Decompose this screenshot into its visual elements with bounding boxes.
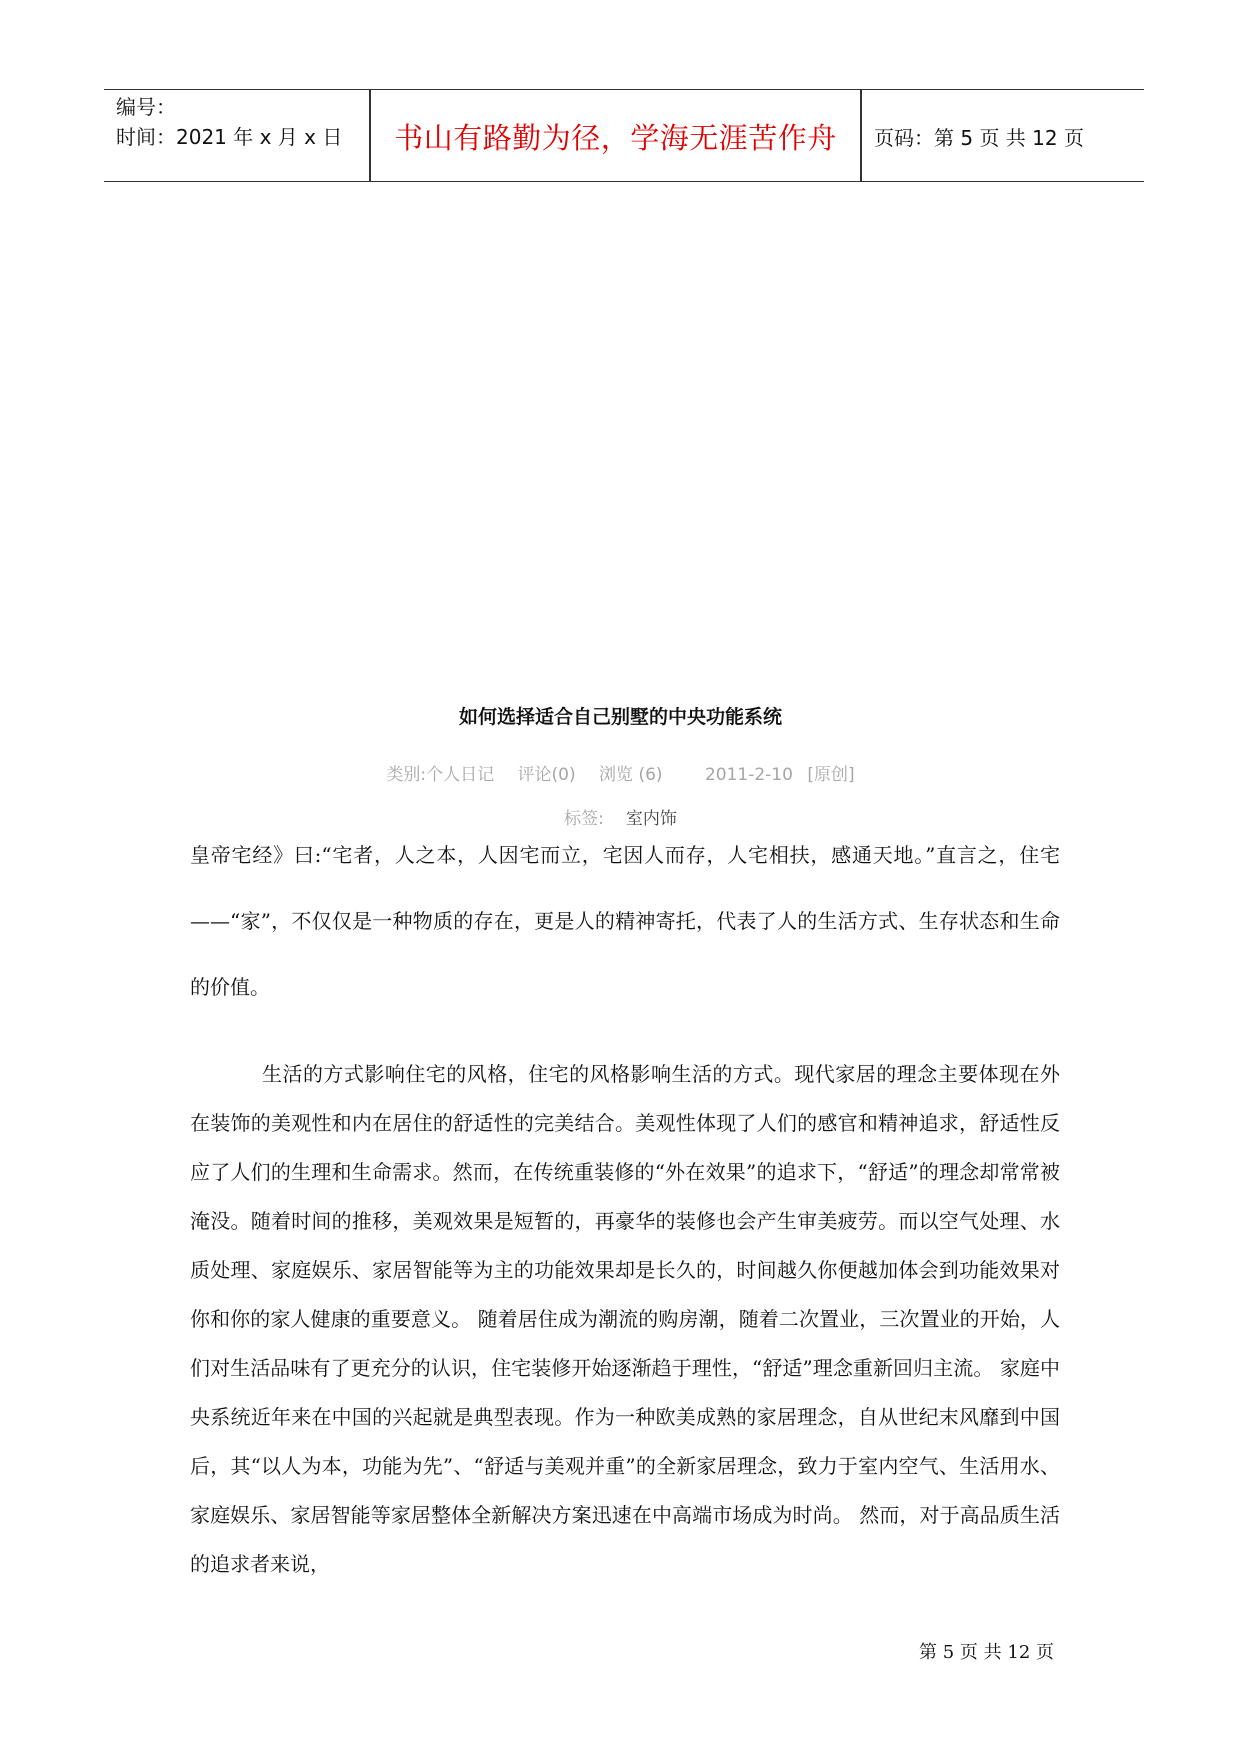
header-meta	[116, 92, 368, 178]
article-paragraph-1: 皇帝宅经》曰:“宅者，人之本，人因宅而立，宅因人而存，人宅相扶，感通天地。”直言之，住宅——“家”，不仅仅是一种物质的存在，更是人的精神寄托，代表了人的生活方式、生存状态和生命的价值。	[190, 843, 1060, 999]
article-meta	[0, 760, 1241, 785]
article-category: 类别:个人日记	[386, 765, 495, 785]
tag-value: 室内饰	[625, 809, 677, 829]
header-divider	[860, 90, 862, 182]
article-date: 2011-2-10	[704, 765, 793, 785]
header-page-info: 页码：第 5 页 共 12 页	[874, 125, 1084, 150]
header-motto: 书山有路勤为径，学海无涯苦作舟	[394, 120, 837, 155]
article-paragraph-2: 生活的方式影响住宅的风格，住宅的风格影响生活的方式。现代家居的理念主要体现在外在装饰的美观性和内在居住的舒适性的完美结合。美观性体现了人们的感官和精神追求，舒适性反应了人们的生理和生命需求。然而，在传统重装修的“外在效果”的追求下，“舒适”的理念却常常被淹没。随着时间的推移，美观效果是短暂的，再豪华的装修也会产生审美疲劳。而以空气处理、水质处理、家庭娱乐、家居智能等为主的功能效果却是长久的，时间越久你便越加体会到功能效果对你和你的家人健康的重要意义。 随着居住成为潮流的购房潮，随着二次置业，三次置业的开始，人们对生活品味有了更充分的认识，住宅装修开始逐渐趋于理性，“舒适”理念重新回归主流。 家庭中央系统近年来在中国的兴起就是典型表现。作为一种欧美成熟的家居理念，自从世纪末风靡到中国后，其“以人为本，功能为先”、“舒适与美观并重”的全新家居理念，致力于室内空气、生活用水、家庭娱乐、家居智能等家居整体全新解决方案迅速在中高端市场成为时尚。 然而，对于高品质生活的追求者来说，	[190, 1062, 1060, 1576]
article-original-badge: [原创]	[807, 765, 855, 785]
header-number-label: 编号：	[116, 95, 176, 119]
header-time-label: 时间：2021 年 x 月 x 日	[116, 125, 343, 149]
document-header	[104, 89, 1144, 182]
tags-label: 标签:	[564, 809, 604, 829]
article-comments: 评论(0)	[517, 765, 576, 785]
footer-page-info: 第 5 页 共 12 页	[919, 1642, 1054, 1663]
article-title: 如何选择适合自己别墅的中央功能系统	[458, 706, 782, 728]
article-views: 浏览 (6)	[599, 765, 663, 785]
